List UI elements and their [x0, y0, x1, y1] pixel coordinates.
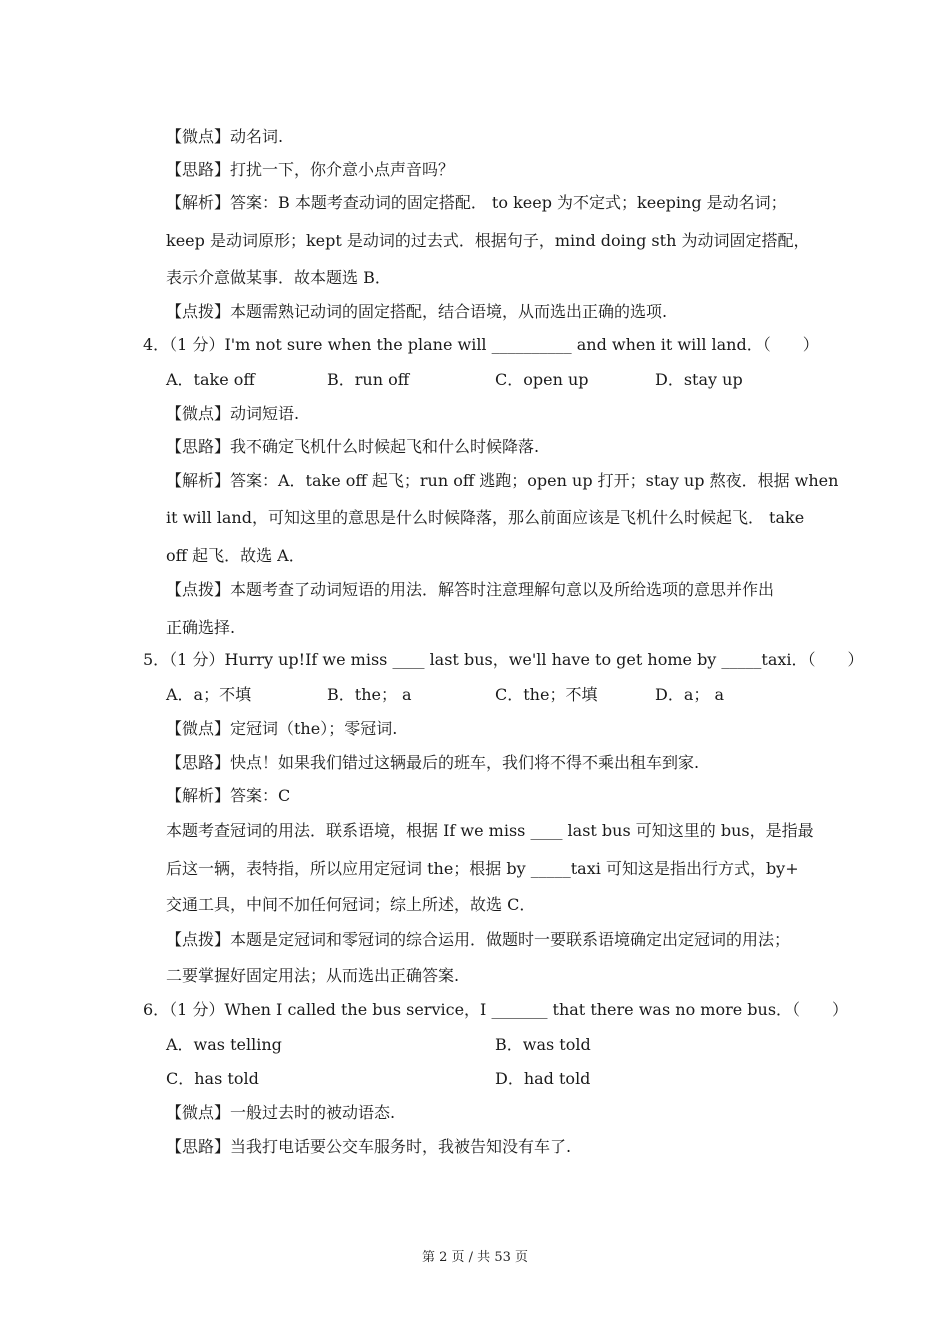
q4-jiexi-line-3: off 起飞．故选 A． — [166, 546, 305, 565]
q4-stem: 4．（1 分）I'm not sure when the plane will __________ and when it will land．（ ） — [143, 335, 819, 354]
q3-jiexi-line-1: 【解析】答案：B 本题考查动词的固定搭配． to keep 为不定式；keeping 是动名词； — [166, 193, 787, 212]
q6-silu: 【思路】当我打电话要公交车服务时，我被告知没有车了. — [166, 1137, 572, 1156]
q6-stem: 6．（1 分）When I called the bus service，I _______ that there was no more bus．（ ） — [143, 1000, 849, 1019]
q4-option-a: A．take off — [166, 370, 255, 389]
q4-option-d: D．stay up — [655, 370, 743, 389]
q5-jiexi-head: 【解析】答案：C — [166, 786, 291, 805]
q5-dianbo-line-1: 【点拨】本题是定冠词和零冠词的综合运用．做题时一要联系语境确定出定冠词的用法； — [166, 930, 791, 949]
q4-weidian: 【微点】动词短语. — [166, 404, 300, 423]
q3-jiexi-line-3: 表示介意做某事．故本题选 B． — [166, 268, 391, 287]
q5-option-c: C．the；不填 — [495, 685, 598, 704]
q3-jiexi-line-2: keep 是动词原形；kept 是动词的过去式．根据句子，mind doing sth 为动词固定搭配， — [166, 231, 810, 250]
q3-silu: 【思路】打扰一下，你介意小点声音吗？ — [166, 160, 455, 179]
q5-jiexi-line-3: 交通工具，中间不加任何冠词；综上所述，故选 C． — [166, 895, 536, 914]
q4-option-b: B．run off — [327, 370, 410, 389]
q6-option-d: D．had told — [495, 1069, 591, 1088]
q4-silu: 【思路】我不确定飞机什么时候起飞和什么时候降落. — [166, 437, 540, 456]
page-footer: 第 2 页 / 共 53 页 — [422, 1250, 528, 1265]
q5-dianbo-line-2: 二要掌握好固定用法；从而选出正确答案. — [166, 966, 460, 985]
q6-option-b: B．was told — [495, 1035, 591, 1054]
q5-option-b: B．the； a — [327, 685, 412, 704]
q5-stem: 5．（1 分）Hurry up!If we miss ____ last bus，we'll have to get home by _____taxi．（ ） — [143, 650, 864, 669]
q4-jiexi-line-2: it will land，可知这里的意思是什么时候降落，那么前面应该是飞机什么时候起飞． take — [166, 508, 805, 527]
q6-weidian: 【微点】一般过去时的被动语态. — [166, 1103, 396, 1122]
q3-weidian: 【微点】动名词. — [166, 127, 284, 146]
q6-option-c: C．has told — [166, 1069, 259, 1088]
q5-jiexi-line-1: 本题考查冠词的用法．联系语境，根据 If we miss ____ last bus 可知这里的 bus，是指最 — [166, 821, 814, 840]
q5-weidian: 【微点】定冠词（the）；零冠词. — [166, 719, 398, 738]
q3-dianbo: 【点拨】本题需熟记动词的固定搭配，结合语境，从而选出正确的选项. — [166, 302, 668, 321]
q5-jiexi-line-2: 后这一辆，表特指，所以应用定冠词 the；根据 by _____taxi 可知这是指出行方式，by+ — [166, 859, 799, 878]
q4-jiexi-line-1: 【解析】答案：A．take off 起飞；run off 逃跑；open up 打开；stay up 熬夜．根据 when — [166, 471, 839, 490]
q4-option-c: C．open up — [495, 370, 589, 389]
q5-option-a: A．a；不填 — [166, 685, 252, 704]
q5-silu: 【思路】快点！如果我们错过这辆最后的班车，我们将不得不乘出租车到家. — [166, 753, 700, 772]
q5-option-d: D．a； a — [655, 685, 724, 704]
q6-option-a: A．was telling — [166, 1035, 282, 1054]
q4-dianbo-line-2: 正确选择. — [166, 618, 236, 637]
q4-dianbo-line-1: 【点拨】本题考查了动词短语的用法．解答时注意理解句意以及所给选项的意思并作出 — [166, 580, 775, 599]
